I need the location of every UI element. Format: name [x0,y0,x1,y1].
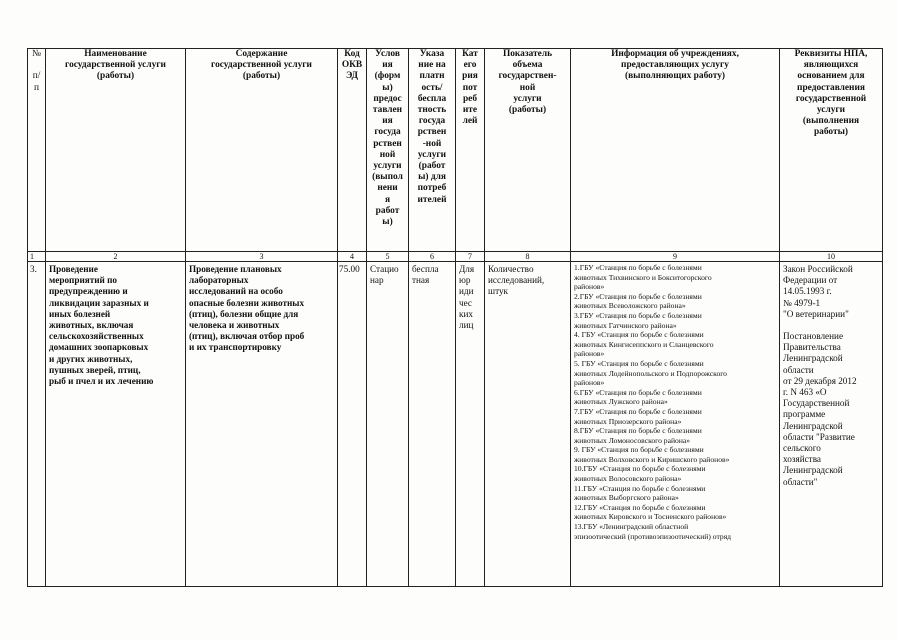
column-number: 3 [186,252,338,262]
header-payment: Указа ние на платн ость/ беспла тность госуда рствен -ной услуги (работ ы) для потреб ителей [409,49,456,252]
institution-entry: 9. ГБУ «Станция по борьбе с болезнями животных Волховского и Киришского районов» [574,445,730,464]
column-number: 7 [456,252,485,262]
okved-code: 75.00 [338,262,367,587]
institution-entry: 1.ГБУ «Станция по борьбе с болезнями животных Тихвинского и Бокситогорского районов» [574,263,712,292]
services-table [27,48,883,587]
header-service-content: Содержание государственной услуги (работы) [186,49,338,252]
institutions-list [571,262,780,587]
institution-entry: 2.ГБУ «Станция по борьбе с болезнями животных Всеволожского района» [574,291,702,311]
npa-details [780,262,883,587]
institution-entry: 12.ГБУ «Станция по борьбе с болезнями животных Кировского и Тосненского районов» [574,502,727,522]
institution-entry: 8.ГБУ «Станция по борьбе с болезнями животных Ломоносовского района» [574,426,702,445]
npa-resolution: Постановление Правительства Ленинградской области от 29 декабря 2012 г. N 463 «О Государственной программе Ленинградской области "Развитие сельского хозяйства Ленинградской области" [783,331,857,487]
volume-indicator: Количество исследований, штук [485,262,571,587]
column-number: 5 [367,252,409,262]
institution-entry: 13.ГБУ «Ленинградский областной эпизоотический (противоэпизоотический) отряд [574,522,732,541]
column-number: 2 [46,252,186,262]
institution-entry: 3.ГБУ «Станция по борьбе с болезнями животных Гатчинского района» [574,310,702,330]
header-row [28,49,883,252]
column-number: 10 [780,252,883,262]
service-name: Проведение мероприятий по предупреждению и ликвидации заразных и иных болезней животных, включая сельскохозяйственных домашних зоопарковых и других животных, пушных зверей, птиц, рыб и пчел и их лечению [46,262,186,587]
column-number: 1 [28,252,46,262]
payment: беспла тная [409,262,456,587]
institutions-entries [571,262,779,541]
header-okved-code: Код ОКВ ЭД [338,49,367,252]
table-row [28,262,883,587]
column-number-row [28,252,883,262]
service-content: Проведение плановых лабораторных исследований на особо опасные болезни животных (птиц), болезни общие для человека и животных (птиц), включая отбор проб и их транспортировку [186,262,338,587]
column-number: 8 [485,252,571,262]
institution-entry: 11.ГБУ «Станция по борьбе с болезнями животных Выборгского района» [574,483,706,503]
consumer-category: Для юр иди чес ких лиц [456,262,485,587]
header-institutions: Информация об учреждениях, предоставляющих услугу (выполняющих работу) [571,49,780,252]
header-npa-details: Реквизиты НПА, являющихся основанием для предоставления государственной услуги (выполнения работы) [780,49,883,252]
column-number: 6 [409,252,456,262]
institution-entry: 6.ГБУ «Станция по борьбе с болезнями животных Лужского района» [574,387,702,407]
header-volume-indicator: Показатель объема государствен- ной услуги (работы) [485,49,571,252]
column-number: 4 [338,252,367,262]
header-consumer-category: Кат его рия пот реб ите лей [456,49,485,252]
column-number: 9 [571,252,780,262]
header-number: № п/ п [28,49,46,252]
institution-entry: 7.ГБУ «Станция по борьбе с болезнями животных Приозерского района» [574,406,702,426]
npa-law: Закон Российской Федерации от 14.05.1993 г. № 4979-1 "О ветеринарии" [783,264,853,319]
conditions: Стацио нар [367,262,409,587]
header-service-name: Наименование государственной услуги (работы) [46,49,186,252]
institution-entry: 5. ГБУ «Станция по борьбе с болезнями животных Лодейнопольского и Подпорожского районов» [574,358,727,388]
institution-entry: 4. ГБУ «Станция по борьбе с болезнями животных Кингисеппского и Сланцевского районов» [574,330,714,359]
institution-entry: 10.ГБУ «Станция по борьбе с болезнями животных Волосовского района» [574,464,706,484]
header-conditions: Услов ия (форм ы) предос тавлен ия госуда рствен ной услуги (выпол нени я работ ы) [367,49,409,252]
row-number: 3. [28,262,46,587]
